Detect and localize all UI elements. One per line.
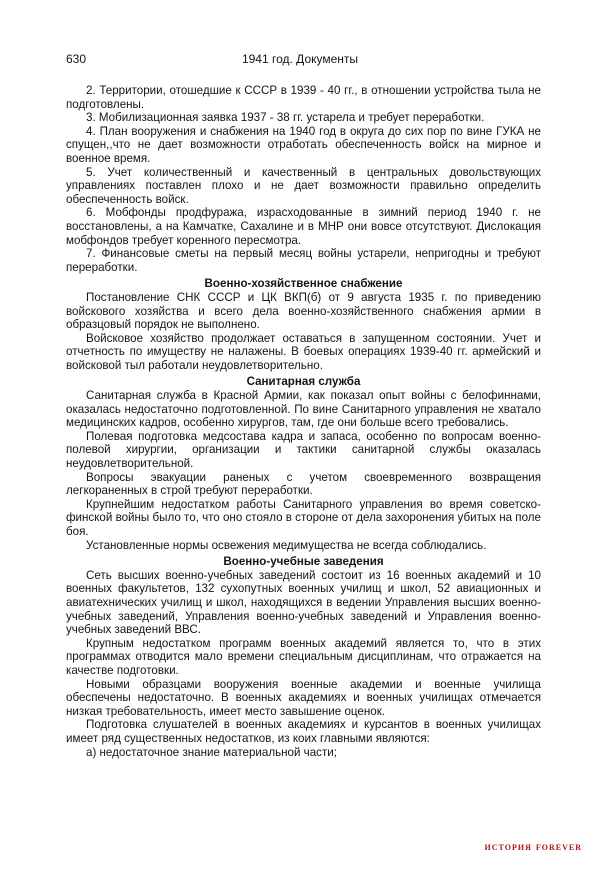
- page-body: [66, 84, 541, 759]
- watermark: история forever: [484, 839, 582, 853]
- paragraph: Вопросы эвакуации раненых с учетом своевременного возвращения легкораненных в строй требуют переработки.: [66, 470, 541, 498]
- section-heading: Военно-учебные заведения: [223, 555, 384, 569]
- page-number: 630: [66, 52, 87, 66]
- paragraph: 5. Учет количественный и качественный в центральных довольствующих управлениях поставлен плохо и не дает возможности правильно определить обеспеченность войск.: [66, 165, 541, 206]
- paragraph: 6. Мобфонды продфуража, израсходованные в зимний период 1940 г. не восстановлены, а на Камчатке, Сахалине и в МНР они вовсе отсутствуют. Дислокация мобфондов требует коренного пересмотра.: [66, 206, 541, 247]
- paragraph: 2. Территории, отошедшие к СССР в 1939 - 40 гг., в отношении устройства тыла не подготовлены.: [66, 84, 541, 111]
- paragraph: Войсковое хозяйство продолжает оставаться в запущенном состоянии. Учет и отчетность по имуществу не налажены. В боевых операциях 1939-40 гг. армейский и войсковой тыл работали неудовлетворительно.: [66, 331, 541, 372]
- paragraph: Подготовка слушателей в военных академиях и курсантов в военных училищах имеет ряд существенных недостатков, из коих главными являются:: [66, 718, 541, 745]
- list-item: а) недостаточное знание материальной части;: [86, 745, 337, 759]
- paragraph: Крупнейшим недостатком работы Санитарного управления во время советско-финской войны было то, что оно стояло в стороне от дела захоронения убитых на поле боя.: [66, 497, 541, 538]
- paragraph: 7. Финансовые сметы на первый месяц войны устарели, непригодны и требуют переработки.: [66, 247, 541, 274]
- running-head: 1941 год. Документы: [241, 52, 359, 66]
- section-heading: Военно-хозяйственное снабжение: [204, 277, 403, 291]
- paragraph: 3. Мобилизационная заявка 1937 - 38 гг. устарела и требует переработки.: [86, 111, 485, 125]
- paragraph: Санитарная служба в Красной Армии, как показал опыт войны с белофиннами, оказалась недостаточно подготовленной. По вине Санитарного управления не хватало медицинских кадров, особенно хирургов, там, где они больше всего требовались.: [66, 389, 541, 430]
- section-heading: Санитарная служба: [246, 375, 361, 389]
- paragraph: 4. План вооружения и снабжения на 1940 год в округа до сих пор по вине ГУКА не спущен,,что не дает возможности отработать обеспеченность войск на мирное и военное время.: [66, 124, 541, 165]
- paragraph: Сеть высших военно-учебных заведений состоит из 16 военных академий и 10 военных факультетов, 132 сухопутных военных училищ и школ, 52 авиационных и авиатехнических училищ и школ, находящихся в ведении Управления высших военно-учебных заведений, Управления военно-учебных заведений и Управления военно-учебных заведений ВВС.: [66, 568, 541, 637]
- paragraph: Установленные нормы освежения медимущества не всегда соблюдались.: [86, 538, 487, 552]
- paragraph: Новыми образцами вооружения военные академии и военные училища обеспечены недостаточно. В военных академиях и военных училищах отмечается низкая требовательность, имеет место завышение оценок.: [66, 677, 541, 718]
- paragraph: Постановление СНК СССР и ЦК ВКП(б) от 9 августа 1935 г. по приведению войскового хозяйства и всего дела военно-хозяйственного снабжения армии в образцовый порядок не выполнено.: [66, 290, 541, 332]
- page-header: [66, 52, 534, 68]
- paragraph: Крупным недостатком программ военных академий является то, что в этих программах отводится мало времени специальным дисциплинам, что отражается на качестве подготовки.: [66, 636, 541, 677]
- paragraph: Полевая подготовка медсостава кадра и запаса, особенно по вопросам военно-полевой хирургии, организации и тактики санитарной службы оказалась неудовлетворительной.: [66, 429, 541, 471]
